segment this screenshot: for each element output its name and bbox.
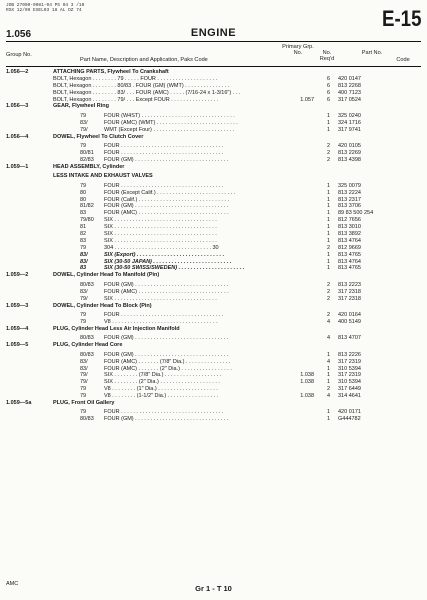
model-year-cell: 79 [80,112,87,119]
part-number-cell: 310 5394 [338,365,361,372]
description-cell: SIX . . . . . . . . (7/8" Dia.) . . . . . . . . . . . . . . . . . . . [104,372,222,379]
column-header-part-number: Part No. [361,50,383,56]
table-row [0,150,427,157]
quantity-cell: 2 [326,288,330,295]
part-number-cell: 813 2317 [338,196,361,203]
description-cell: SIX . . . . . . . . . . . . . . . . . . . . . . . . . . . . . . . . . . [104,217,217,224]
quantity-cell: 6 [326,82,330,89]
table-row [0,97,427,104]
part-number-cell: 420 0105 [338,143,361,150]
model-year-cell: 83 [80,265,87,272]
model-year-cell: 83 [80,210,87,217]
table-row [0,231,427,238]
table-row [0,259,427,266]
table-row [0,224,427,231]
description-cell: FOUR . . . . . . . . . . . . . . . . . . . . . . . . . . . . . . . . . . [104,312,224,319]
model-year-cell: 83/ [80,251,88,258]
group-number-cell: 1.056—3 [6,103,29,110]
part-number-cell: 317 2318 [338,295,361,302]
quantity-cell: 1 [326,112,330,119]
part-number-cell: 813 2224 [338,189,361,196]
table-row [0,416,427,423]
table-row [0,386,427,393]
section-title: ENGINE [190,27,237,39]
table-row [0,335,427,342]
part-number-cell: 400 5149 [338,318,361,325]
primary-group-cell: 1.038 [300,379,314,386]
table-row [0,265,427,272]
description-cell: FOUR (AMC) (WMT) . . . . . . . . . . . . . . . . . . . . . . . . . . . [104,119,238,126]
description-cell: BOLT, Hexagon . . . . . . . . 79 . . . . . FOUR . . . . . . . . . . . . . . . . . . . . [53,75,218,82]
description-cell: V8 . . . . . . . . (1" Dia.) . . . . . . . . . . . . . . . . . . . . [104,386,218,393]
description-cell: FOUR (GM) . . . . . . . . . . . . . . . . . . . . . . . . . . . . . . . [104,335,229,342]
model-year-cell: 79/ [80,372,88,379]
part-number-cell: 325 0240 [338,112,361,119]
model-year-cell: 80/81 [80,150,94,157]
model-year-cell: 79 [80,244,87,251]
table-row [0,127,427,134]
quantity-cell: 1 [326,265,330,272]
table-row [0,190,427,197]
model-year-cell: 80 [80,189,87,196]
table-row [0,409,427,416]
description-cell: V8 . . . . . . . . (1-1/2" Dia.) . . . . . . . . . . . . . . . . . [104,393,219,400]
table-row [0,113,427,120]
quantity-cell: 1 [326,196,330,203]
description-cell: SIX (Export) . . . . . . . . . . . . . . . . . . . . . . . . . . . . . [104,251,225,258]
part-number-cell: G444782 [338,416,361,423]
description-cell: 304 . . . . . . . . . . . . . . . . . . . . . . . . . . . . . . . . 30 [104,244,219,251]
part-number-cell: 314 4641 [338,393,361,400]
model-year-cell: 83/ [80,119,88,126]
column-header-quantity: No. Req'd [319,50,335,63]
model-year-cell: 79 [80,393,87,400]
quantity-cell: 1 [326,258,330,265]
table-row [0,197,427,204]
section-heading-row [0,272,427,282]
table-row [0,312,427,319]
model-year-cell: 82/83 [80,156,94,163]
quantity-cell: 6 [326,75,330,82]
table-row [0,210,427,217]
quantity-cell: 4 [326,335,330,342]
model-year-cell: 81 [80,224,87,231]
model-year-cell: 83/ [80,288,88,295]
description-cell: FOUR (AMC) . . . . . . . (7/8" Dia.) . . . . . . . . . . . . . . . [104,358,231,365]
model-year-cell: 79/ [80,126,88,133]
column-header-part-name: Part Name, Description and Application, Paks Code [80,57,208,63]
part-heading: PLUG, Cylinder Head Core [53,342,123,349]
part-number-cell: 310 5394 [338,379,361,386]
description-cell: FOUR (GM) . . . . . . . . . . . . . . . . . . . . . . . . . . . . . . . [104,203,229,210]
table-row [0,238,427,245]
part-number-cell: 317 9741 [338,126,361,133]
group-number: 1.056 [6,29,32,40]
part-number-cell: 813 4398 [338,156,361,163]
model-year-cell: 80/83 [80,281,94,288]
description-cell: FOUR (GM) . . . . . . . . . . . . . . . . . . . . . . . . . . . . . . . [104,416,229,423]
description-cell: SIX . . . . . . . . . . . . . . . . . . . . . . . . . . . . . . . . . . [104,295,217,302]
quantity-cell: 1 [326,217,330,224]
description-cell: FOUR (GM) . . . . . . . . . . . . . . . . . . . . . . . . . . . . . . . [104,351,229,358]
quantity-cell: 1 [326,372,330,379]
model-year-cell: 80/83 [80,416,94,423]
quantity-cell: 1 [326,251,330,258]
parts-table [0,69,427,423]
part-heading: GEAR, Flywheel Ring [53,103,109,110]
part-heading: HEAD ASSEMBLY, Cylinder [53,163,125,170]
part-heading: ATTACHING PARTS, Flywheel To Crankshaft [53,69,169,75]
section-heading-row [0,164,427,174]
group-number-cell: 1.059—1 [6,163,29,170]
part-number-cell: 324 1716 [338,119,361,126]
part-number-cell: 813 4764 [338,237,361,244]
page-code: E-15 [381,6,421,31]
table-row [0,120,427,127]
model-year-cell: 83 [80,237,87,244]
model-year-cell: 79 [80,409,87,416]
description-cell: FOUR (GM) . . . . . . . . . . . . . . . . . . . . . . . . . . . . . . . [104,156,229,163]
description-cell: BOLT, Hexagon . . . . . . . . 80/83 . FOUR (GM) (WMT) . . . . . . . . . . . . . . . [53,82,230,89]
footer-brand: AMC [6,581,19,587]
group-number-cell: 1.059—5 [6,342,29,349]
description-cell: BOLT, Hexagon . . . . . . . . 79/ . . . Except FOUR . . . . . . . . . . . . . . . . [53,96,219,103]
quantity-cell: 2 [326,295,330,302]
description-cell: FOUR (Calif.) . . . . . . . . . . . . . . . . . . . . . . . . . . . . . . [104,196,229,203]
section-heading-row [0,400,427,410]
table-row [0,319,427,326]
model-year-cell: 80 [80,196,87,203]
model-year-cell: 80/83 [80,351,94,358]
group-number-cell: 1.059—3 [6,302,29,309]
table-row [0,289,427,296]
part-number-cell: 317 2319 [338,372,361,379]
part-number-cell: 317 0524 [338,96,361,103]
description-cell: SIX . . . . . . . . . . . . . . . . . . . . . . . . . . . . . . . . . . [104,237,217,244]
part-heading: DOWEL, Cylinder Head To Block (Pin) [53,302,152,309]
part-number-cell: 317 2319 [338,358,361,365]
table-row [0,83,427,90]
description-cell: FOUR . . . . . . . . . . . . . . . . . . . . . . . . . . . . . . . . . . [104,409,224,416]
stamp-line-2: RSX 12/09 EXEL03 18 AL DZ 74 [6,8,82,13]
model-year-cell: 79 [80,318,87,325]
primary-group-cell: 1.057 [300,96,314,103]
part-number-cell: 317 2318 [338,288,361,295]
part-number-cell: 813 2269 [338,150,361,157]
quantity-cell: 4 [326,318,330,325]
part-number-cell: 813 3706 [338,203,361,210]
section-heading-row [0,326,427,336]
description-cell: SIX . . . . . . . . (2" Dia.) . . . . . . . . . . . . . . . . . . . . [104,379,220,386]
model-year-cell: 81/82 [80,203,94,210]
group-number-cell: 1.056—2 [6,69,29,75]
column-header-primary-group: Primary Grp. No. [282,44,314,57]
section-heading-row [0,103,427,113]
description-cell: FOUR (AMC) . . . . . . . . . . . . . . . . . . . . . . . . . . . . . . [104,288,229,295]
table-row [0,217,427,224]
quantity-cell: 1 [326,189,330,196]
description-cell: WMT (Except Four) . . . . . . . . . . . . . . . . . . . . . . . . . . . [104,126,235,133]
description-cell: FOUR (Except Calif.) . . . . . . . . . . . . . . . . . . . . . . . . . . [104,189,236,196]
stamp-line-1: JOB 27000-0081-04 PS 04 3 /10 [6,3,85,8]
section-heading-row [0,69,427,76]
part-number-cell: 813 4765 [338,265,361,272]
header-rule-top [6,41,421,42]
quantity-cell: 2 [326,386,330,393]
part-number-cell: 325 0079 [338,182,361,189]
model-year-cell: 79/ [80,295,88,302]
section-heading-row [0,134,427,144]
description-cell: BOLT, Hexagon . . . . . . . . 83/ . . . FOUR (AMC) . . . . . (7/16-24 x 1-3/16") . . . [53,89,241,96]
quantity-cell: 6 [326,89,330,96]
table-row [0,252,427,259]
table-row [0,282,427,289]
quantity-cell: 1 [326,409,330,416]
group-number-cell: 1.056—4 [6,133,29,140]
description-cell: FOUR (W4ST) . . . . . . . . . . . . . . . . . . . . . . . . . . . . . . . [104,112,235,119]
table-row [0,143,427,150]
quantity-cell: 6 [326,96,330,103]
model-year-cell: 80/83 [80,335,94,342]
quantity-cell: 2 [326,150,330,157]
part-number-cell: 812 7656 [338,217,361,224]
footer-page-ref: Gr 1 - T 10 [195,584,232,593]
part-number-cell: 812 9669 [338,244,361,251]
part-number-cell: 420 0171 [338,409,361,416]
section-heading-row [0,303,427,313]
quantity-cell: 2 [326,281,330,288]
quantity-cell: 4 [326,393,330,400]
quantity-cell: 1 [326,224,330,231]
model-year-cell: 79 [80,182,87,189]
part-subheading: LESS INTAKE AND EXHAUST VALVES [53,173,153,180]
quantity-cell: 2 [326,312,330,319]
model-year-cell: 79 [80,143,87,150]
description-cell: FOUR . . . . . . . . . . . . . . . . . . . . . . . . . . . . . . . . . . [104,182,224,189]
description-cell: SIX (30-50 JAPAN) . . . . . . . . . . . . . . . . . . . . . . . . . . [104,258,232,265]
quantity-cell: 1 [326,416,330,423]
model-year-cell: 79 [80,386,87,393]
description-cell: SIX . . . . . . . . . . . . . . . . . . . . . . . . . . . . . . . . . . [104,231,217,238]
model-year-cell: 79/ [80,379,88,386]
quantity-cell: 1 [326,210,330,217]
model-year-cell: 82 [80,231,87,238]
part-heading: PLUG, Front Oil Gallery [53,399,115,406]
part-number-cell: 813 2226 [338,351,361,358]
description-cell: FOUR . . . . . . . . . . . . . . . . . . . . . . . . . . . . . . . . . . [104,150,224,157]
table-row [0,352,427,359]
part-heading: PLUG, Cylinder Head Less Air Injection Manifold [53,325,180,332]
group-number-cell: 1.059—2 [6,272,29,279]
model-year-cell: 83/ [80,358,88,365]
primary-group-cell: 1.038 [300,372,314,379]
header-rule-bottom [6,66,421,67]
part-number-cell: 420 0164 [338,312,361,319]
group-number-cell: 1.059—4 [6,325,29,332]
description-cell: FOUR (AMC) . . . . . . . . . . . . . . . . . . . . . . . . . . . . . . [104,210,229,217]
quantity-cell: 1 [326,182,330,189]
quantity-cell: 1 [326,126,330,133]
description-cell: FOUR (GM) . . . . . . . . . . . . . . . . . . . . . . . . . . . . . . . [104,281,229,288]
description-cell: FOUR (AMC) . . . . . . . (2" Dia.) . . . . . . . . . . . . . . . . . [104,365,232,372]
table-row [0,393,427,400]
part-heading: DOWEL, Cylinder Head To Manifold (Pin) [53,272,160,279]
column-header-group: Group No. [6,52,32,58]
table-row [0,372,427,379]
description-cell: SIX (30-50 SWISS/SWEDEN) . . . . . . . . . . . . . . . . . . . . . . [104,265,245,272]
table-row [0,183,427,190]
table-row [0,379,427,386]
part-number-cell: 813 2223 [338,281,361,288]
quantity-cell: 1 [326,351,330,358]
quantity-cell: 1 [326,203,330,210]
table-row [0,359,427,366]
part-number-cell: 813 4764 [338,258,361,265]
quantity-cell: 4 [326,358,330,365]
group-number-cell: 1.059—5a [6,399,32,406]
quantity-cell: 1 [326,231,330,238]
part-number-cell: 400 7123 [338,89,361,96]
part-number-cell: 813 4765 [338,251,361,258]
section-heading-row [0,342,427,352]
table-row [0,366,427,373]
quantity-cell: 2 [326,143,330,150]
part-number-cell: 317 6449 [338,386,361,393]
quantity-cell: 1 [326,379,330,386]
model-year-cell: 83/ [80,365,88,372]
model-year-cell: 83/ [80,258,88,265]
description-cell: V8 . . . . . . . . . . . . . . . . . . . . . . . . . . . . . . . . . . . [104,318,218,325]
primary-group-cell: 1.038 [300,393,314,400]
table-row [0,296,427,303]
part-heading: DOWEL, Flywheel To Clutch Cover [53,133,144,140]
model-year-cell: 79/80 [80,217,94,224]
section-heading-row [0,173,427,183]
quantity-cell: 1 [326,365,330,372]
part-number-cell: 813 4707 [338,335,361,342]
table-row [0,90,427,97]
quantity-cell: 1 [326,237,330,244]
description-cell: SIX . . . . . . . . . . . . . . . . . . . . . . . . . . . . . . . . . . [104,224,217,231]
table-row [0,157,427,164]
column-header-code: Code [396,57,410,63]
part-number-cell: 813 3010 [338,224,361,231]
table-row [0,203,427,210]
quantity-cell: 1 [326,119,330,126]
quantity-cell: 2 [326,244,330,251]
part-number-cell: 813 3892 [338,231,361,238]
print-job-stamp [6,3,84,13]
part-number-cell: 420 0147 [338,75,361,82]
part-number-cell: 813 2268 [338,82,361,89]
table-row [0,245,427,252]
table-row [0,76,427,83]
description-cell: FOUR . . . . . . . . . . . . . . . . . . . . . . . . . . . . . . . . . . [104,143,224,150]
quantity-cell: 2 [326,156,330,163]
part-number-cell: 89 83 500 254 [338,210,374,217]
model-year-cell: 79 [80,312,87,319]
